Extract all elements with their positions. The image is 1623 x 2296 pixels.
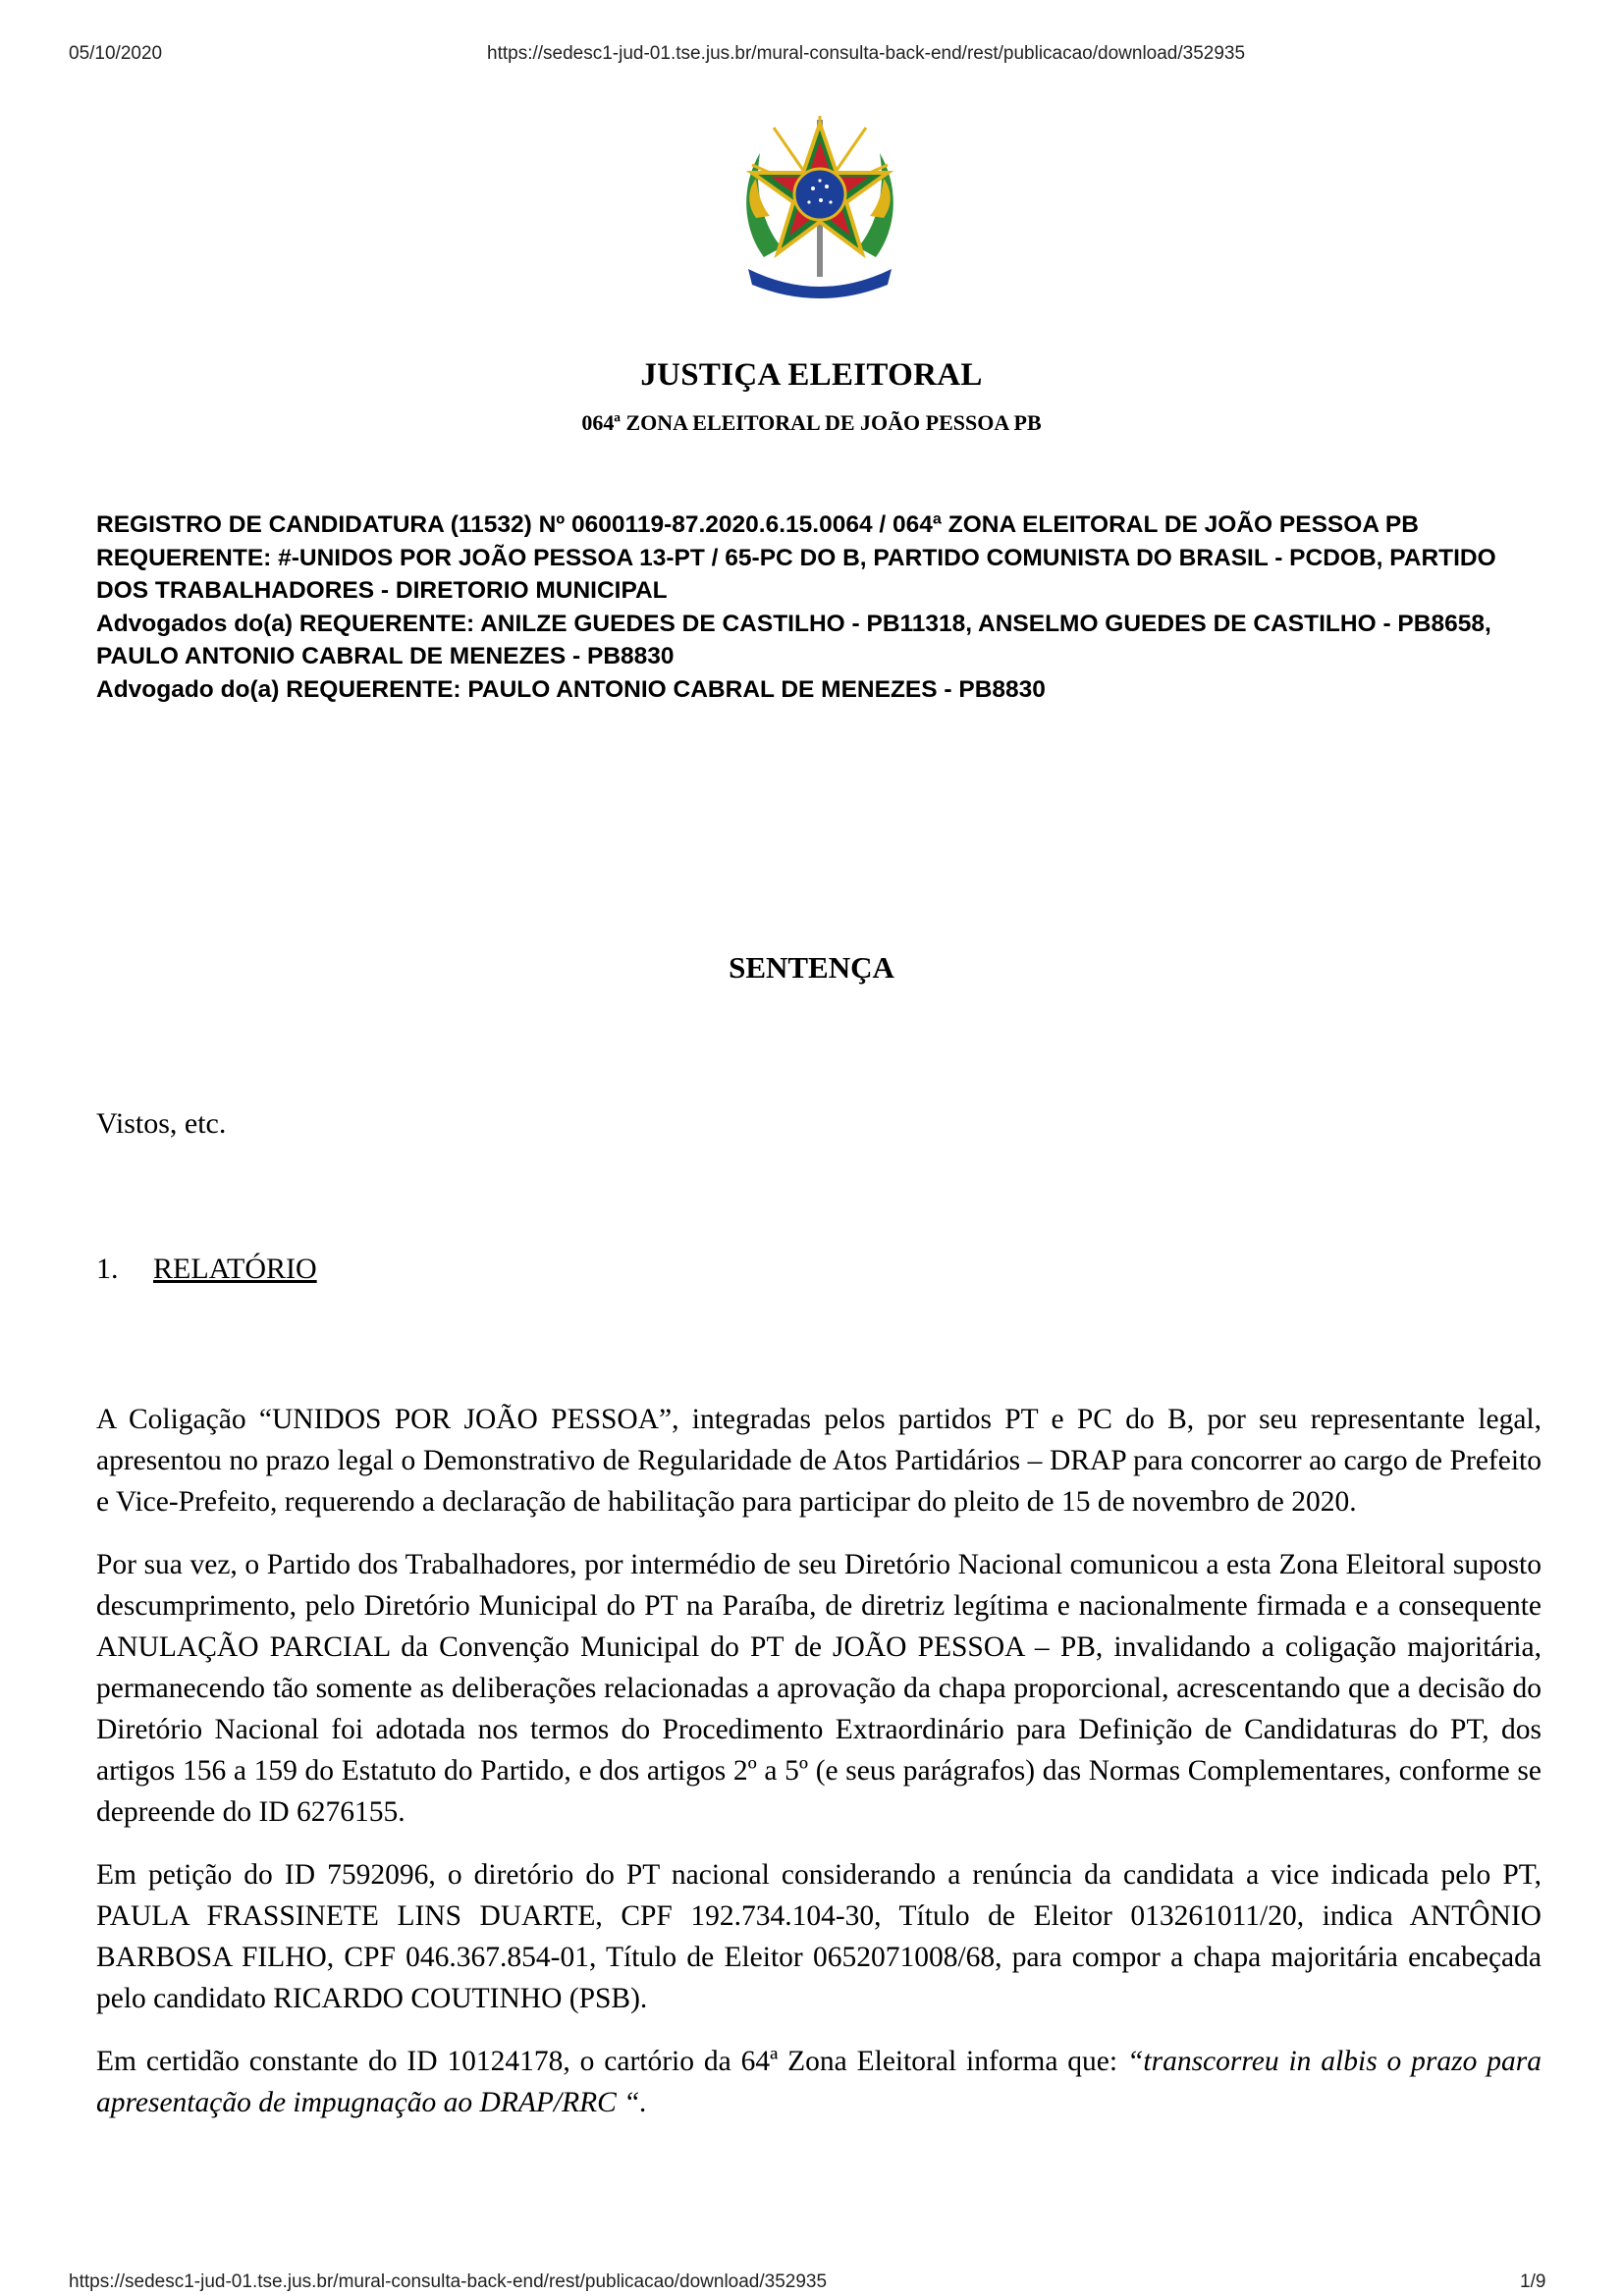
- body-paragraph: Em petição do ID 7592096, o diretório do PT nacional considerando a renúncia da candidata a vice indicada pelo PT, PAULA FRASSINETE LINS DUARTE, CPF 192.734.104-30, Título de Eleitor 013261011/20, indica ANTÔNIO BARBOSA FILHO, CPF 046.367.854-01, Título de Eleitor 0652071008/68, para compor a chapa majoritária encabeçada pelo candidato RICARDO COUTINHO (PSB).: [96, 1859, 1542, 2014]
- process-line: Advogados do(a) REQUERENTE: ANILZE GUEDES DE CASTILHO - PB11318, ANSELMO GUEDES DE CASTILHO - PB8658, PAULO ANTONIO CABRAL DE MENEZES - PB8830: [96, 610, 1491, 669]
- process-line: REGISTRO DE CANDIDATURA (11532) Nº 0600119-87.2020.6.15.0064 / 064ª ZONA ELEITORAL DE JOÃO PESSOA PB: [96, 511, 1419, 538]
- page-number: 1/9: [1520, 2271, 1546, 2292]
- process-line: REQUERENTE: #-UNIDOS POR JOÃO PESSOA 13-PT / 65-PC DO B, PARTIDO COMUNISTA DO BRASIL - PCDOB, PARTIDO DOS TRABALHADORES - DIRETORIO MUNICIPAL: [96, 544, 1496, 604]
- section-heading: [96, 1253, 317, 1286]
- body-paragraph: A Coligação “UNIDOS POR JOÃO PESSOA”, integradas pelos partidos PT e PC do B, por seu representante legal, apresentou no prazo legal o Demonstrativo de Regularidade de Atos Partidários – DRAP para concorrer ao cargo de Prefeito e Vice-Prefeito, requerendo a declaração de habilitação para participar do pleito de 15 de novembro de 2020.: [96, 1404, 1542, 1518]
- body-paragraph-last: [96, 2041, 1542, 2123]
- paragraph-text: Em certidão constante do ID 10124178, o cartório da 64ª Zona Eleitoral informa que:: [96, 2046, 1127, 2077]
- court-name: JUSTIÇA ELEITORAL: [640, 357, 983, 393]
- court-zone: 064ª ZONA ELEITORAL DE JOÃO PESSOA PB: [581, 410, 1042, 435]
- opening-text: Vistos, etc.: [96, 1107, 227, 1140]
- quoted-text: “transcorreu in albis o prazo para apresentação de impugnação ao DRAP/RRC “.: [96, 2046, 1542, 2118]
- print-footer-url: https://sedesc1-jud-01.tse.jus.br/mural-consulta-back-end/rest/publicacao/download/352935: [69, 2271, 828, 2292]
- brazil-coat-of-arms-icon: [734, 110, 905, 304]
- process-line: Advogado do(a) REQUERENTE: PAULO ANTONIO CABRAL DE MENEZES - PB8830: [96, 675, 1046, 703]
- section-number: 1.: [96, 1253, 119, 1285]
- print-date: 05/10/2020: [69, 43, 163, 64]
- print-header-url: https://sedesc1-jud-01.tse.jus.br/mural-consulta-back-end/rest/publicacao/download/352935: [487, 43, 1246, 64]
- document-title: SENTENÇA: [729, 950, 894, 985]
- process-header: [96, 508, 1540, 706]
- section-title: RELATÓRIO: [153, 1253, 317, 1285]
- document-body: [96, 1399, 1542, 2145]
- body-paragraph: Por sua vez, o Partido dos Trabalhadores, por intermédio de seu Diretório Nacional comunicou a esta Zona Eleitoral suposto descumprimento, pelo Diretório Municipal do PT na Paraíba, de diretriz legítima e nacionalmente firmada e a consequente ANULAÇÃO PARCIAL da Convenção Municipal do PT de JOÃO PESSOA – PB, invalidando a coligação majoritária, permanecendo tão somente as deliberações relacionadas a aprovação da chapa proporcional, acrescentando que a decisão do Diretório Nacional foi adotada nos termos do Procedimento Extraordinário para Definição de Candidaturas do PT, dos artigos 156 a 159 do Estatuto do Partido, e dos artigos 2º a 5º (e seus parágrafos) das Normas Complementares, conforme se depreende do ID 6276155.: [96, 1549, 1542, 1828]
